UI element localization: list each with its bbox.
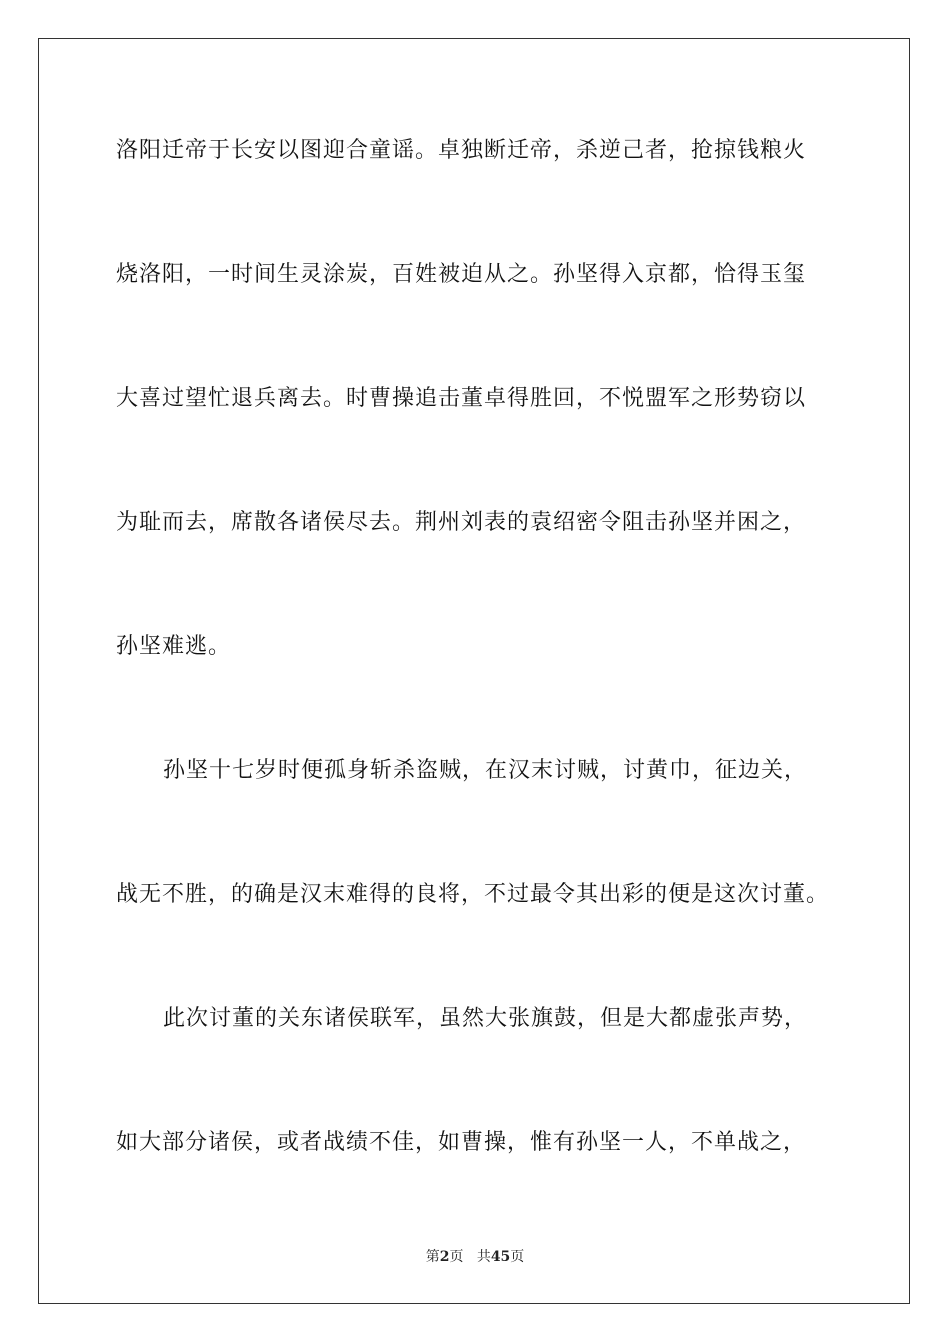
text-line: 战无不胜，的确是汉末难得的良将，不过最令其出彩的便是这次讨董。 <box>116 882 830 907</box>
footer-page-number: 2 <box>439 1249 450 1265</box>
footer-total-prefix: 共 <box>476 1249 491 1265</box>
text-line: 洛阳迁帝于长安以图迎合童谣。卓独断迁帝，杀逆己者，抢掠钱粮火 <box>116 138 807 163</box>
paragraph-first-line: 此次讨董的关东诸侯联军，虽然大张旗鼓，但是大都虚张声势， <box>163 1006 808 1031</box>
footer-total-pages: 45 <box>490 1249 511 1265</box>
text-line: 大喜过望忙退兵离去。时曹操追击董卓得胜回，不悦盟军之形势窃以 <box>116 386 807 411</box>
text-line: 孙坚难逃。 <box>116 634 232 659</box>
page-border <box>38 38 910 1304</box>
footer-page-prefix: 第 <box>425 1249 440 1265</box>
text-line: 如大部分诸侯，或者战绩不佳，如曹操，惟有孙坚一人，不单战之， <box>116 1130 807 1155</box>
text-line: 烧洛阳，一时间生灵涂炭，百姓被迫从之。孙坚得入京都，恰得玉玺 <box>116 262 807 287</box>
paragraph-first-line: 孙坚十七岁时便孤身斩杀盗贼，在汉末讨贼，讨黄巾，征边关， <box>163 758 808 783</box>
footer-page-suffix: 页 <box>449 1249 464 1265</box>
page-footer <box>0 1247 950 1267</box>
footer-total-suffix: 页 <box>510 1249 525 1265</box>
text-line: 为耻而去，席散各诸侯尽去。荆州刘表的袁绍密令阻击孙坚并困之， <box>116 510 807 535</box>
